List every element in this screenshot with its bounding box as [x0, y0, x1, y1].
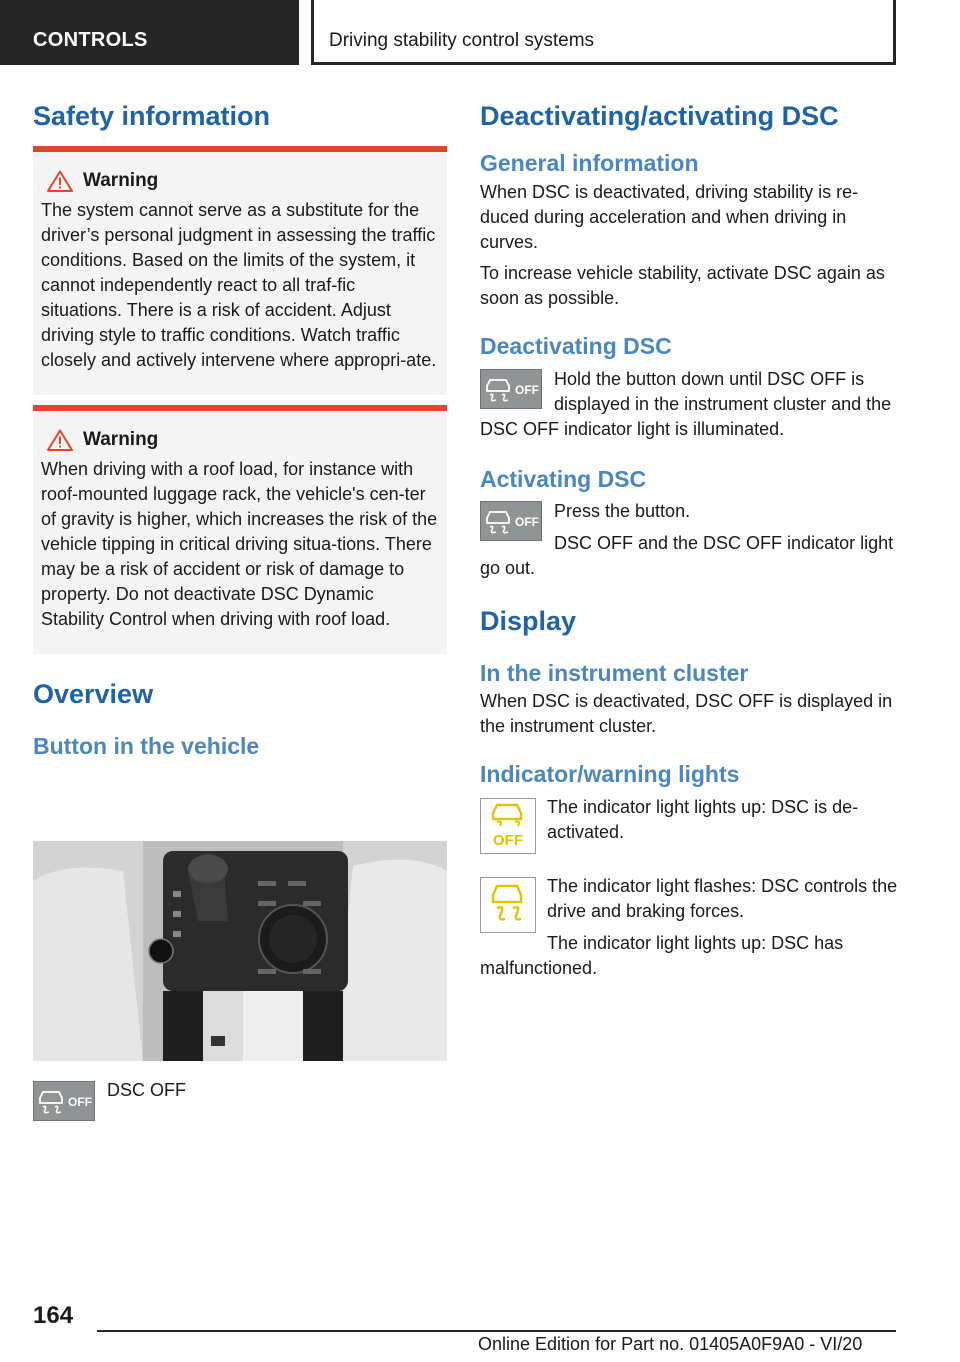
warning-box-1: [33, 146, 447, 395]
dsc-off-button-icon: [480, 501, 542, 541]
warning-title: Warning: [83, 429, 159, 451]
deactivating-block: [480, 367, 900, 442]
warning-triangle-icon: [47, 170, 73, 192]
dsc-off-indicator-icon: [480, 798, 536, 854]
activating-dsc-heading: Activating DSC: [480, 465, 647, 492]
activating-text-2: DSC OFF and the DSC OFF indicator light go out.: [480, 533, 894, 579]
dsc-indicator-icon: [480, 877, 536, 933]
right-column: [480, 100, 900, 981]
general-information-heading: General information: [480, 150, 699, 177]
svg-text:OFF: OFF: [515, 382, 539, 397]
deactivating-dsc-heading: Deactivating DSC: [480, 332, 672, 359]
indicator-text-1: The indicator light lights up: DSC is de‐activated.: [547, 796, 859, 842]
footer-rule: [97, 1330, 896, 1332]
header-chapter-label: Driving stability control systems: [329, 30, 595, 51]
warning-text: The system cannot serve as a substitute for the driver’s personal judgment in assessing the traffic conditions. Based on the limits of the system, it cannot independently react to all traf‐fic situations. There is a risk of accident. Adjust driving style to traffic conditions. Watch traffic closely and actively intervene where appropri‐ate.: [41, 200, 437, 371]
dsc-car-skid-icon: [484, 374, 540, 406]
header-section-label: CONTROLS: [33, 29, 148, 51]
display-heading: Display: [480, 606, 577, 637]
dsc-off-caption: DSC OFF: [107, 1080, 186, 1100]
center-console-photo: [33, 841, 447, 1061]
dsc-indicator-graphic: [481, 878, 535, 932]
warning-text: When driving with a roof load, for instance with roof-mounted luggage rack, the vehicle's cen‐ter of gravity is higher, which increases the risk of the vehicle tipping in critical driving situa‐tions. There may be a risk of accident or risk of damage to property. Do not deactivate DSC Dynamic Stability Control when driving with roof load.: [41, 459, 438, 630]
deactivating-text: Hold the button down until DSC OFF is displayed in the instrument cluster and the DSC OFF indicator light is illuminated.: [480, 368, 892, 439]
general-paragraph-2: To increase vehicle stability, activate DSC again as soon as possible.: [480, 262, 885, 308]
indicator-text-2a: The indicator light flashes: DSC controls the drive and braking forces.: [547, 875, 898, 921]
warning-title-row: [47, 429, 439, 451]
dsc-car-skid-icon: [484, 506, 540, 538]
indicator-warning-lights-heading: Indicator/warning lights: [480, 761, 740, 788]
footer-edition: Online Edition for Part no. 01405A0F9A0 - VI/20: [478, 1334, 863, 1354]
indicator-row-2: [480, 874, 900, 981]
indicator-row-1: [480, 795, 900, 854]
dsc-off-indicator-graphic: [481, 799, 535, 853]
svg-text:OFF: OFF: [515, 515, 539, 530]
warning-title: Warning: [83, 170, 159, 192]
activating-text-1: Press the button.: [554, 501, 691, 522]
header-chapter-box: [311, 0, 896, 65]
page-number: 164: [33, 1302, 74, 1329]
warning-title-row: [47, 170, 439, 192]
activating-block: [480, 499, 900, 581]
svg-text:OFF: OFF: [68, 1095, 92, 1109]
header-section-tab: [0, 0, 299, 65]
dsc-car-skid-icon: [37, 1086, 93, 1118]
warning-triangle-icon: [47, 429, 73, 451]
indicator-text-2b: The indicator light lights up: DSC has malfunctioned.: [480, 932, 844, 978]
general-paragraph-1: When DSC is deactivated, driving stability is re‐duced during acceleration and when driving in curves.: [480, 181, 859, 252]
left-column: [33, 100, 447, 760]
cluster-text: When DSC is deactivated, DSC OFF is displayed in the instrument cluster.: [480, 691, 893, 737]
overview-heading: Overview: [33, 679, 154, 710]
deactivating-activating-heading: Deactivating/activating DSC: [480, 101, 839, 131]
svg-text:OFF: OFF: [493, 831, 523, 849]
safety-information-heading: Safety information: [33, 101, 271, 131]
center-console-illustration: [33, 841, 447, 1061]
dsc-off-button-icon: [33, 1081, 95, 1121]
dsc-off-button-icon: [480, 369, 542, 409]
instrument-cluster-heading: In the instrument cluster: [480, 659, 749, 686]
warning-box-2: [33, 405, 447, 654]
button-in-vehicle-heading: Button in the vehicle: [33, 732, 260, 759]
